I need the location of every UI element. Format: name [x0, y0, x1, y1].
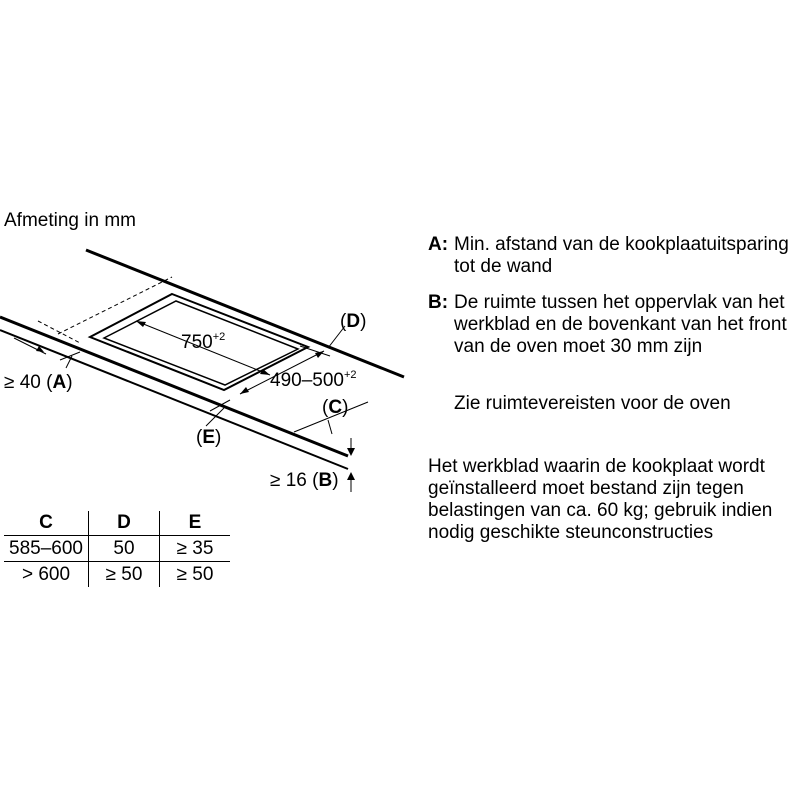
- clearance-table: [4, 511, 230, 587]
- note-line: nodig geschikte steunconstructies: [428, 522, 714, 543]
- b-label: ≥ 16 (B): [270, 470, 339, 491]
- table-cell: ≥ 50: [89, 562, 160, 588]
- a-label: ≥ 40 (A): [4, 372, 73, 393]
- legend-key: A:: [428, 234, 449, 255]
- note-line: Het werkblad waarin de kookplaat wordt: [428, 456, 765, 477]
- table-row: [4, 536, 230, 562]
- installation-diagram: [0, 230, 420, 530]
- table-cell: ≥ 50: [160, 562, 231, 588]
- legend-text: De ruimte tussen het oppervlak van het: [454, 292, 785, 313]
- width-label: $750^{+2}$: [181, 331, 226, 353]
- caption: Afmeting in mm: [4, 210, 136, 231]
- table-cell: > 600: [21, 563, 71, 585]
- legend-text: werkblad en de bovenkant van het front: [454, 314, 787, 335]
- table-row: [4, 562, 230, 588]
- legend-key: B:: [428, 292, 449, 313]
- legend-text: van de oven moet 30 mm zijn: [454, 336, 703, 357]
- dashed-guide: [58, 277, 172, 334]
- note-line: geïnstalleerd moet bestand zijn tegen: [428, 478, 744, 499]
- legend-text: tot de wand: [454, 256, 553, 277]
- load-note: [428, 456, 772, 544]
- depth-label: $490-500^{+2}$: [270, 369, 357, 391]
- legend: [428, 234, 798, 364]
- table-header: D: [89, 511, 160, 536]
- c-label: (C): [322, 397, 349, 418]
- table-cell: ≥ 35: [160, 536, 231, 562]
- legend-text: Min. afstand van de kookplaatuitsparing: [454, 234, 789, 255]
- table-header: C: [4, 511, 89, 536]
- note-line: belastingen van ca. 60 kg; gebruik indien: [428, 500, 773, 521]
- table-cell: 585–600: [4, 536, 89, 562]
- e-label: (E): [196, 427, 222, 448]
- table-header: E: [160, 511, 231, 536]
- d-label: (D): [340, 311, 367, 332]
- table-cell: 50: [89, 536, 160, 562]
- c-note: Zie ruimtevereisten voor de oven: [454, 393, 731, 414]
